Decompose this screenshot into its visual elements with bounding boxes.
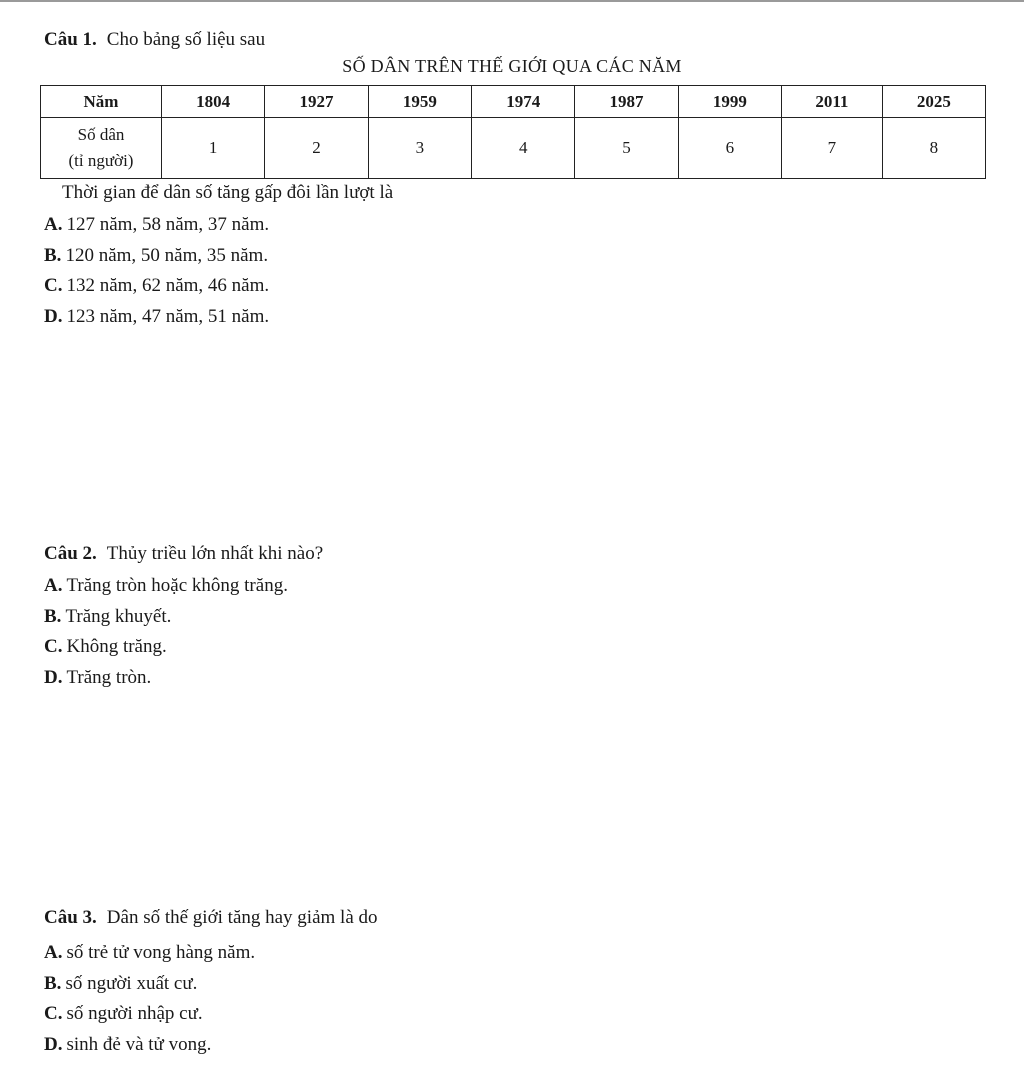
option-c[interactable]: C. số người nhập cư. [44,1003,203,1024]
year-cell: 1804 [162,86,265,118]
population-cell: 6 [678,118,781,179]
population-cell: 4 [472,118,575,179]
question-1-prompt: Cho bảng số liệu sau [106,29,266,50]
table-title: SỐ DÂN TRÊN THẾ GIỚI QUA CÁC NĂM [342,56,682,76]
question-2-prompt: Thủy triều lớn nhất khi nào? [106,543,324,564]
year-cell: 2011 [782,86,883,118]
population-header [41,118,162,179]
question-1-title [44,28,265,52]
year-cell: 1959 [368,86,471,118]
year-cell: 1974 [472,86,575,118]
option-b[interactable]: B. số người xuất cư. [44,972,198,994]
question-3-prompt: Dân số thế giới tăng hay giảm là do [106,907,378,928]
population-cell: 5 [575,118,678,179]
top-border-line [0,0,1024,2]
option-a[interactable]: A. số trẻ tử vong hàng năm. [44,942,256,963]
option-d[interactable]: D. Trăng tròn. [44,666,152,688]
population-cell: 3 [368,118,471,179]
option-a[interactable]: A. Trăng tròn hoặc không trăng. [44,575,288,596]
option-b[interactable]: B. Trăng khuyết. [44,605,172,627]
option-d[interactable]: D. 123 năm, 47 năm, 51 năm. [44,305,270,327]
question-1-number: Câu 1. [44,29,97,50]
population-header-line1: Số dân [77,125,125,144]
option-d[interactable]: D. sinh đẻ và tử vong. [44,1033,212,1055]
year-cell: 1999 [678,86,781,118]
population-cell: 8 [882,118,985,179]
table-row-years [41,86,986,118]
year-header: Năm [41,86,162,118]
option-c[interactable]: C. Không trăng. [44,636,167,657]
question-3-options [44,938,255,1060]
question-2-number: Câu 2. [44,543,97,564]
question-3-title [44,906,378,930]
question-2-title [44,542,323,566]
year-cell: 1987 [575,86,678,118]
option-b[interactable]: B. 120 năm, 50 năm, 35 năm. [44,244,269,266]
population-header-line2: (tỉ người) [68,151,134,170]
year-cell: 1927 [265,86,368,118]
population-cell: 2 [265,118,368,179]
population-table [40,85,986,179]
option-a[interactable]: A. 127 năm, 58 năm, 37 năm. [44,214,270,235]
question-3-number: Câu 3. [44,907,97,928]
population-cell: 1 [162,118,265,179]
year-cell: 2025 [882,86,985,118]
question-2-options [44,571,288,693]
population-cell: 7 [782,118,883,179]
table-row-population [41,118,986,179]
question-1-options [44,210,269,332]
option-c[interactable]: C. 132 năm, 62 năm, 46 năm. [44,275,270,296]
question-1-stem: Thời gian để dân số tăng gấp đôi lần lượt là [62,182,394,203]
